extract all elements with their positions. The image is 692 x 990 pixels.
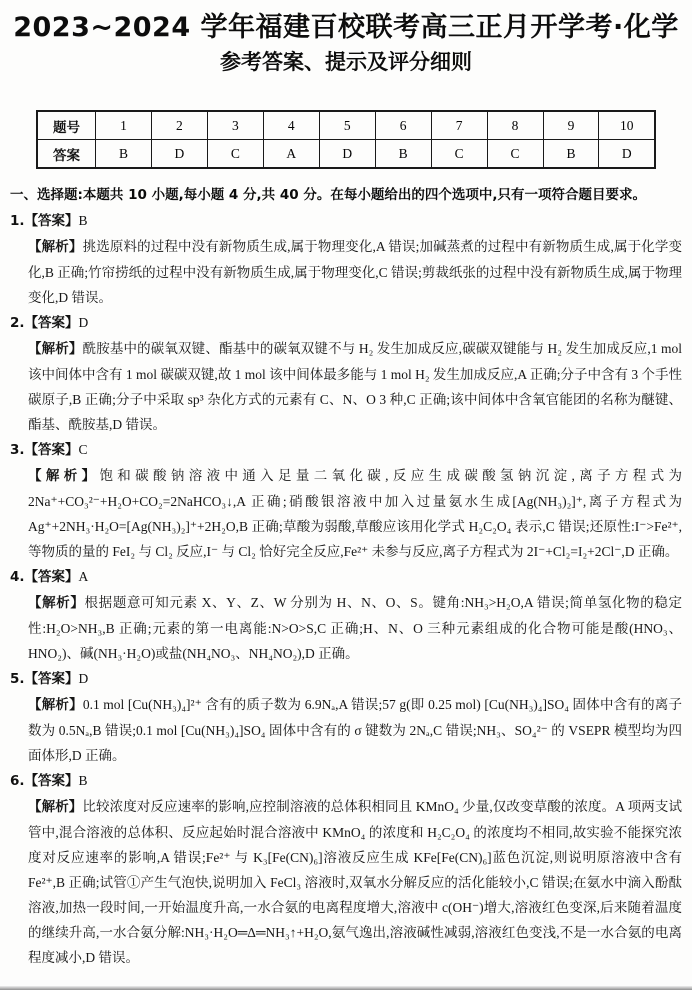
analysis-label: 【解析】 — [28, 468, 100, 484]
answer-letter: C — [78, 442, 89, 457]
answer-letter: B — [78, 213, 89, 228]
question-number-cell: 6 — [375, 111, 431, 140]
question-number: 6. — [10, 773, 25, 789]
answer-key-table-wrapper — [0, 110, 692, 169]
question-number-cell: 5 — [319, 111, 375, 140]
analysis-paragraph — [28, 234, 682, 310]
page-title: 2023~2024 学年福建百校联考高三正月开学考·化学 — [13, 12, 679, 43]
answer-letter: D — [78, 671, 89, 686]
answer-label: 【答案】 — [24, 442, 79, 458]
analysis-paragraph — [28, 336, 682, 437]
answer-line — [10, 437, 682, 463]
analysis-label: 【解析】 — [28, 697, 83, 713]
analysis-label: 【解析】 — [28, 595, 85, 611]
question-number-cell: 8 — [487, 111, 543, 140]
analysis-text: 挑选原料的过程中没有新物质生成,属于物理变化,A 错误;加碱蒸煮的过程中有新物质生成,属于化学变化,B 正确;竹帘捞纸的过程中没有新物质生成,属于物理变化,C 错误;剪裁纸张的过程中没有新物质生成,属于物理变化,D 错误。 — [28, 239, 683, 305]
section-heading: 一、选择题:本题共 10 小题,每小题 4 分,共 40 分。在每小题给出的四个选项中,只有一项符合题目要求。 — [10, 187, 646, 203]
answer-cell: C — [431, 140, 487, 169]
question-number: 2. — [10, 315, 25, 331]
answer-cell: D — [319, 140, 375, 169]
question-block-1 — [10, 208, 682, 310]
question-number-cell: 1 — [96, 111, 152, 140]
question-number-cell: 7 — [431, 111, 487, 140]
analysis-text: 根据题意可知元素 X、Y、Z、W 分别为 H、N、O、S。键角:NH₃>H₂O,A 错误;简单氢化物的稳定性:H₂O>NH₃,B 正确;元素的第一电离能:N>O>S,C 正确;H、N、O 三种元素组成的化合物可能是酸(HNO₃、HNO₂)、碱(NH₃·H₂O)或盐(NH₄NO₃、NH₄NO₂),D 正确。 — [28, 595, 683, 661]
question-number: 4. — [10, 569, 25, 585]
page-header — [0, 0, 692, 76]
analysis-paragraph — [28, 463, 682, 564]
answer-label: 【答案】 — [24, 671, 79, 687]
answer-letter: A — [78, 569, 89, 584]
answer-label: 【答案】 — [24, 213, 79, 229]
answer-label: 【答案】 — [24, 773, 79, 789]
answer-cell: B — [96, 140, 152, 169]
answer-line — [10, 310, 682, 336]
answer-key-table — [36, 110, 656, 169]
answer-cell: C — [487, 140, 543, 169]
answer-label: 【答案】 — [24, 315, 79, 331]
question-number-cell: 4 — [263, 111, 319, 140]
analysis-text: 酰胺基中的碳氧双键、酯基中的碳氧双键不与 H₂ 发生加成反应,碳碳双键能与 H₂ 发生加成反应,1 mol 该中间体中含有 1 mol 碳碳双键,故 1 mol 该中间体最多能与 1 mol H₂ 发生加成反应,A 正确;分子中含有 3 个手性碳原子,B 正确;分子中采取 sp³ 杂化方式的元素有 C、N、O 3 种,C 正确;该中间体中含氧官能团的名称为醚键、酯基、酰胺基,D 错误。 — [28, 341, 682, 432]
question-number-row — [37, 111, 655, 140]
answer-explanations-body — [0, 169, 692, 970]
analysis-text: 0.1 mol [Cu(NH₃)₄]²⁺ 含有的质子数为 6.9Nₐ,A 错误;57 g(即 0.25 mol) [Cu(NH₃)₄]SO₄ 固体中含有的离子数为 0.5Nₐ,B 错误;0.1 mol [Cu(NH₃)₄]SO₄ 固体中含有的 σ 键数为 2Nₐ,C 错误;NH₃、SO₄²⁻ 的 VSEPR 模型均为四面体形,D 正确。 — [28, 697, 682, 763]
answer-line — [10, 564, 682, 590]
question-number: 5. — [10, 671, 25, 687]
question-number-cell: 9 — [543, 111, 599, 140]
analysis-paragraph — [28, 590, 682, 666]
answer-cell: B — [375, 140, 431, 169]
answer-cell: D — [599, 140, 655, 169]
analysis-paragraph — [28, 794, 682, 970]
question-block-3 — [10, 437, 682, 564]
answer-cell: D — [151, 140, 207, 169]
analysis-label: 【解析】 — [28, 799, 83, 815]
answer-line — [10, 666, 682, 692]
question-row-label: 题号 — [37, 111, 96, 140]
question-number: 1. — [10, 213, 25, 229]
analysis-text: 饱和碳酸钠溶液中通入足量二氧化碳,反应生成碳酸氢钠沉淀,离子方程式为 2Na⁺+CO₃²⁻+H₂O+CO₂=2NaHCO₃↓,A 正确;硝酸银溶液中加入过量氨水生成[Ag(NH₃)₂]⁺,离子方程式为 Ag⁺+2NH₃·H₂O=[Ag(NH₃)₂]⁺+2H₂O,B 正确;草酸为弱酸,草酸应该用化学式 H₂C₂O₄ 表示,C 错误;还原性:I⁻>Fe²⁺,等物质的量的 FeI₂ 与 Cl₂ 反应,I⁻ 与 Cl₂ 恰好完全反应,Fe²⁺ 未参与反应,离子方程式为 2I⁻+Cl₂=I₂+2Cl⁻,D 正确。 — [28, 468, 683, 559]
answer-row-label: 答案 — [37, 140, 96, 169]
answer-letter: B — [78, 773, 89, 788]
answer-cell: C — [207, 140, 263, 169]
answer-cell: B — [543, 140, 599, 169]
answer-row — [37, 140, 655, 169]
question-block-6 — [10, 768, 682, 970]
answer-label: 【答案】 — [24, 569, 79, 585]
question-block-4 — [10, 564, 682, 666]
answer-line — [10, 208, 682, 234]
answer-line — [10, 768, 682, 794]
question-block-2 — [10, 310, 682, 437]
page-subtitle: 参考答案、提示及评分细则 — [220, 50, 472, 74]
question-number: 3. — [10, 442, 25, 458]
answer-letter: D — [78, 315, 89, 330]
analysis-label: 【解析】 — [28, 239, 83, 255]
question-number-cell: 2 — [151, 111, 207, 140]
answer-cell: A — [263, 140, 319, 169]
analysis-paragraph — [28, 692, 682, 768]
question-number-cell: 3 — [207, 111, 263, 140]
analysis-text: 比较浓度对反应速率的影响,应控制溶液的总体积相同且 KMnO₄ 少量,仅改变草酸的浓度。A 项两支试管中,混合溶液的总体积、反应起始时混合溶液中 KMnO₄ 的浓度和 H₂C₂O₄ 的浓度均不相同,故实验不能探究浓度对反应速率的影响,A 错误;Fe²⁺ 与 K₃[Fe(CN)₆]溶液反应生成 KFe[Fe(CN)₆]蓝色沉淀,则说明原溶液中含有 Fe²⁺,B 正确;试管①产生气泡快,说明加入 FeCl₃ 溶液时,双氧水分解反应的活化能较小,C 错误;在氨水中滴入酚酞溶液,加热一段时间,一开始温度升高,一水合氨的电离程度增大,溶液中 c(OH⁻)增大,溶液红色变深,后来随着温度的继续升高,一水合氨分解:NH₃·H₂O═Δ═NH₃↑+H₂O,氨气逸出,溶液碱性减弱,溶液红色变浅,不是一水合氨的电离程度减小,D 错误。 — [28, 799, 683, 965]
question-block-5 — [10, 666, 682, 768]
analysis-label: 【解析】 — [28, 341, 83, 357]
question-number-cell: 10 — [599, 111, 655, 140]
